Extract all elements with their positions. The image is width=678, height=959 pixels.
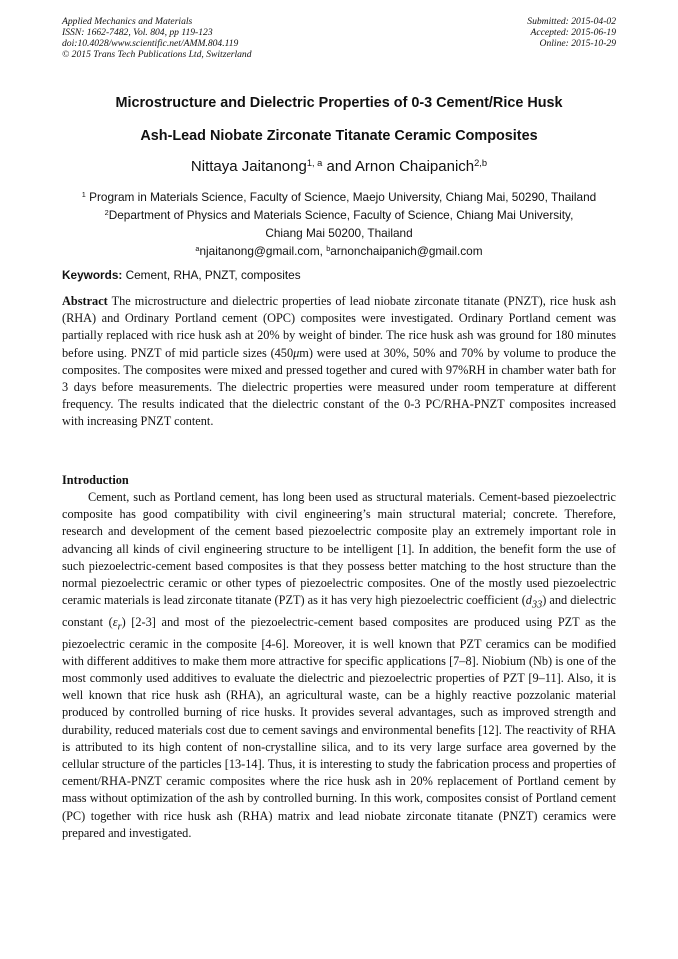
affiliation-1 (62, 188, 616, 206)
introduction-heading: Introduction (62, 473, 129, 487)
introduction-paragraph (62, 489, 616, 842)
submitted-date: Submitted: 2015-04-02 (527, 16, 616, 27)
author-1-name: Nittaya Jaitanong (190, 158, 307, 175)
epsilon-symbol: ε (112, 614, 118, 629)
mu-symbol: μ (293, 345, 300, 360)
abstract (62, 293, 616, 431)
intro-text-1: Cement, such as Portland cement, has long been used as structural materials. Cement-based piezoelectric composite has good compatibility with civil engineering’s main structural material; concrete. Therefore, research and development of the cement based piezoelectric composite play an extremely important role in advancing all kinds of civil engineering structure to be intelligent [1]. In addition, the benefit form the use of such piezoelectric-cement based composites is that they possess better matching to the host structure than the normal piezoelectric ceramic or other types of piezoelectric composites. One of the mostly used piezoelectric ceramic materials is lead zirconate titanate (PZT) as it has very high piezoelectric coefficient ( (62, 490, 616, 608)
abstract-text-1: The microstructure and dielectric properties of lead niobate zirconate titanate (PNZT), rice husk ash (RHA) and Ordinary Portland cement (OPC) composites were investigated. Ordinary Portland cement was partially replaced with rice husk ash at 20% by weight of binder. The rice husk ash was ground for 180 minutes before using. PNZT of mid particle sizes (450 (62, 294, 616, 360)
abstract-label: Abstract (62, 294, 108, 308)
affiliation-1-mark: 1 (81, 189, 86, 199)
email-b-mark: b (326, 243, 331, 253)
keywords-text: Cement, RHA, PNZT, composites (122, 268, 301, 282)
epsilon-subscript-text: r (117, 621, 122, 633)
email-line (62, 242, 616, 260)
author-2-affiliation-mark: 2,b (474, 157, 488, 168)
email-a-mark: a (195, 243, 200, 253)
d33-subscript (532, 600, 542, 611)
doi-line: doi:10.4028/www.scientific.net/AMM.804.119 (62, 38, 239, 49)
affiliation-2 (62, 206, 616, 224)
title-line-2: Ash-Lead Niobate Zirconate Titanate Ceramic Composites (140, 128, 538, 144)
d33-symbol: d (525, 593, 532, 608)
d33-subscript-text: 33 (531, 599, 543, 611)
accepted-date: Accepted: 2015-06-19 (530, 27, 616, 38)
keywords (62, 267, 616, 283)
journal-name: Applied Mechanics and Materials (62, 16, 193, 27)
intro-text-2: ) and dielectric constant ( (62, 593, 616, 629)
email-b: arnonchaipanich@gmail.com (330, 244, 483, 258)
author-2-name: Arnon Chaipanich (354, 158, 475, 175)
author-conjunction: and (322, 158, 355, 175)
abstract-text-2: m) were used at 30%, 50% and 70% by volume to produce the composites. The composites were mixed and pressed together and cured with 97%RH in chamber water bath for 3 days before measurements. The dielectric properties were measured under room temperature at different frequency. The results indicated that the dielectric constant of the 0-3 PC/RHA-PNZT composites increased with increasing PNZT content. (62, 345, 616, 429)
copyright-line: © 2015 Trans Tech Publications Ltd, Switzerland (62, 49, 252, 60)
intro-text-3: ) [2-3] and most of the piezoelectric-cement based composites are produced using PZT as the piezoelectric ceramic in the composite [4-6]. Moreover, it is well known that PZT ceramics can be modified with different additives to make them more attractive for specific applications [7–8]. Niobium (Nb) is one of the most commonly used additives to evaluate the dielectric and piezoelectric properties of PZT [9–11]. Also, it is well known that rice husk ash (RHA), an agricultural waste, can be a highly reactive pozzolanic material produced by controlled burning of rice husks. It provides several advantages, such as improved strength and durability, reduced materials cost due to cement savings and environmental benefits [12]. The reactivity of RHA is attributed to its high content of non-crystalline silica, and to its very large surface area governed by the cellular structure of the particles [13-14]. Thus, it is interesting to study the fabrication process and properties of cement/RHA-PNZT ceramic composites where the rice husk ash in 20% replacement of Portland cement by mass without optimization of the ash by controlled burning. In this work, composites consist of Portland cement (PC) together with rice husk ash (RHA) matrix and lead niobate zirconate titanate (PNZT) ceramics were prepared and investigated. (62, 614, 616, 840)
title-line-1: Microstructure and Dielectric Properties of 0-3 Cement/Rice Husk (115, 95, 563, 111)
online-date: Online: 2015-10-29 (539, 38, 616, 49)
header-right (416, 16, 616, 49)
email-a: njaitanong@gmail.com, (199, 244, 327, 258)
author-list (62, 158, 616, 176)
affiliation-1-text: Program in Materials Science, Faculty of Science, Maejo University, Chiang Mai, 50290, Thailand (85, 190, 597, 204)
header-left (62, 16, 382, 60)
issn-line: ISSN: 1662-7482, Vol. 804, pp 119-123 (62, 27, 213, 38)
affiliation-2-text-line-1: Department of Physics and Materials Science, Faculty of Science, Chiang Mai University, (108, 208, 574, 222)
paper-title (62, 94, 616, 145)
affiliation-2-text-line-2: Chiang Mai 50200, Thailand (265, 226, 413, 240)
author-1-affiliation-mark: 1, a (306, 157, 323, 168)
affiliation-2-mark: 2 (104, 207, 109, 217)
keywords-label: Keywords: (62, 268, 123, 282)
affiliations (62, 188, 616, 260)
